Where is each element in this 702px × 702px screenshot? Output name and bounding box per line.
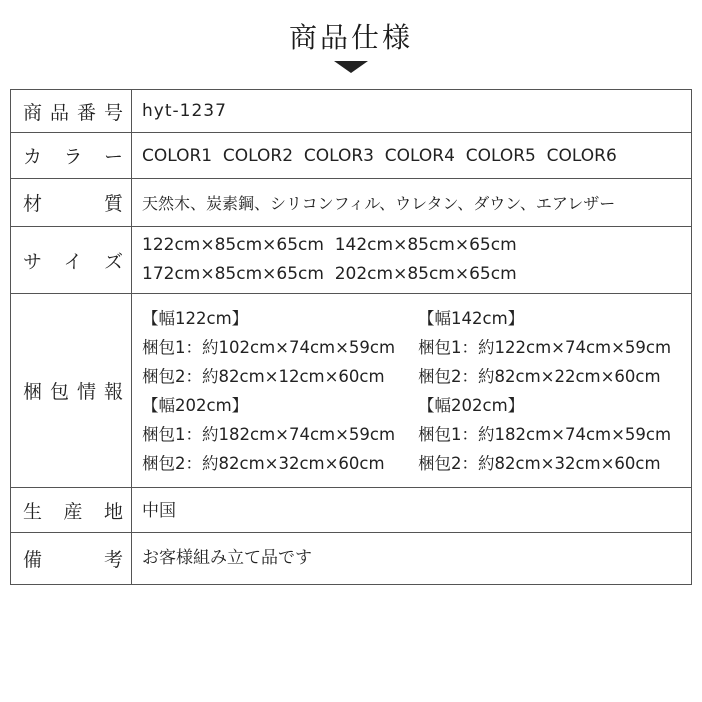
label-char: 番 [76,101,96,124]
label-char: 商 [23,101,43,124]
packing-grid-bottom [142,391,691,478]
value-note [132,533,692,585]
row-size [11,227,692,294]
label-char: 産 [63,500,83,523]
label-origin [11,488,132,533]
material-list: 天然木、炭素鋼、シリコンフィル、ウレタン、ダウン、エアレザー [142,194,616,213]
origin-country: 中国 [142,501,176,521]
packing-heading: 【幅202cm】 [418,395,525,415]
label-packing [11,294,132,488]
row-model [11,90,692,133]
packing-heading: 【幅142cm】 [418,308,525,328]
label-char: ー [103,146,123,168]
row-note [11,533,692,585]
packing-heading: 【幅122cm】 [142,308,249,328]
packing-box1: 梱包1：約182cm×74cm×59cm [142,424,396,444]
label-size [11,227,132,294]
value-size [132,227,692,294]
color-list: COLOR1 COLOR2 COLOR3 COLOR4 COLOR5 COLOR6 [142,145,617,166]
packing-heading: 【幅202cm】 [142,395,249,415]
row-origin [11,488,692,533]
down-arrow-icon [334,61,368,73]
packing-box2: 梱包2：約82cm×32cm×60cm [142,453,385,473]
label-char: 地 [103,500,123,523]
label-char: 品 [49,101,69,124]
packing-group [142,304,418,391]
label-char: 報 [103,381,123,403]
label-char: ズ [103,250,123,273]
packing-box1: 梱包1：約102cm×74cm×59cm [142,337,396,357]
label-char: 生 [23,500,43,523]
label-char: 梱 [23,381,43,403]
row-color [11,133,692,179]
spec-table [10,89,692,585]
label-char: 材 [23,193,43,215]
label-char: 考 [103,549,123,571]
label-char: イ [63,250,83,273]
page-title: 商品仕様 [288,21,413,54]
packing-box2: 梱包2：約82cm×32cm×60cm [418,453,661,473]
label-material [11,179,132,227]
value-material [132,179,692,227]
value-packing [132,294,692,488]
packing-box2: 梱包2：約82cm×12cm×60cm [142,366,385,386]
size-line: 122cm×85cm×65cm 142cm×85cm×65cm [142,235,517,255]
note-text: お客様組み立て品です [142,548,312,568]
label-char: サ [23,250,43,273]
model-number: hyt-1237 [142,101,227,121]
label-char: ラ [63,146,83,168]
value-color [132,133,692,179]
label-color [11,133,132,179]
row-material [11,179,692,227]
label-char: 包 [49,381,69,403]
packing-group [418,391,691,478]
label-model [11,90,132,133]
label-note [11,533,132,585]
label-char: 質 [103,193,123,215]
row-packing [11,294,692,488]
value-origin [132,488,692,533]
label-char: カ [23,146,43,168]
packing-box2: 梱包2：約82cm×22cm×60cm [418,366,661,386]
packing-group [418,304,691,391]
packing-box1: 梱包1：約182cm×74cm×59cm [418,424,672,444]
label-char: 備 [23,549,43,571]
size-line: 172cm×85cm×65cm 202cm×85cm×65cm [142,264,517,284]
value-model [132,90,692,133]
label-char: 号 [103,101,123,124]
label-char: 情 [76,381,96,403]
packing-box1: 梱包1：約122cm×74cm×59cm [418,337,672,357]
packing-group [142,391,418,478]
packing-grid-top [142,304,691,391]
